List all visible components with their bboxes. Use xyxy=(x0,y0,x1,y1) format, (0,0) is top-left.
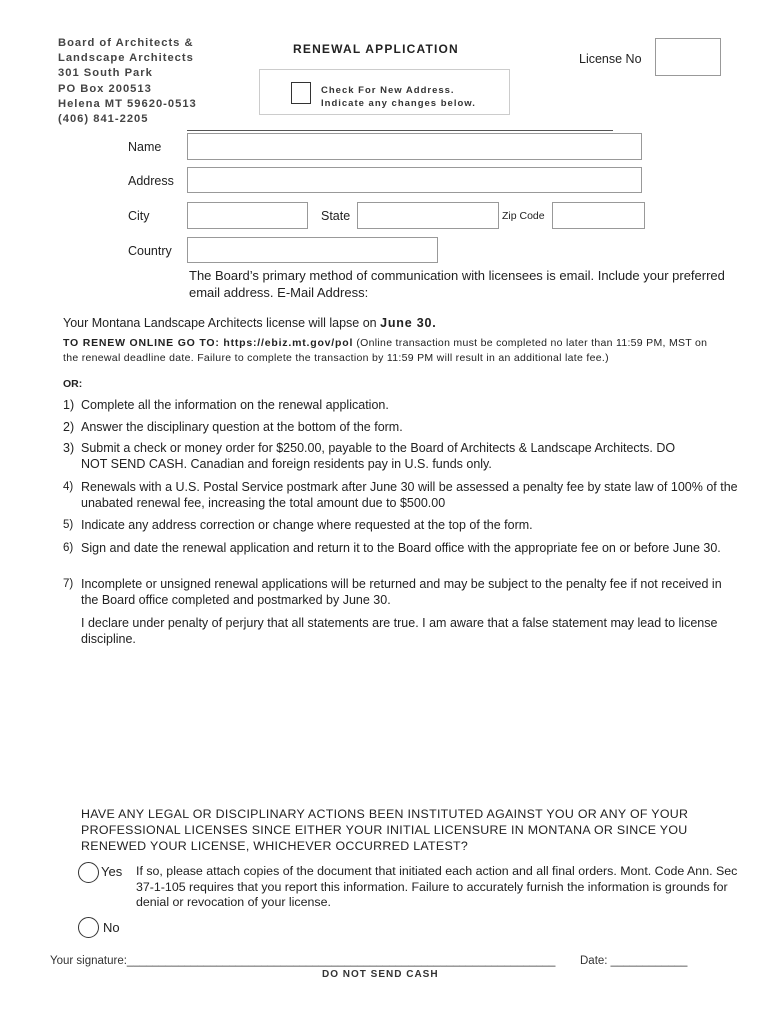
instruction-text: Complete all the information on the renewal application. xyxy=(81,398,389,412)
divider xyxy=(187,130,613,131)
state-field[interactable] xyxy=(357,202,499,229)
instruction-number: 4) xyxy=(63,481,74,493)
yes-label: Yes xyxy=(101,864,123,879)
city-field[interactable] xyxy=(187,202,308,229)
instruction-item xyxy=(63,540,743,574)
new-address-instructions xyxy=(321,84,476,110)
lapse-date: June 30. xyxy=(380,316,437,330)
new-address-checkbox[interactable] xyxy=(291,82,311,104)
license-no-label: License No xyxy=(579,52,642,66)
or-label: OR: xyxy=(63,378,83,390)
instruction-text: Submit a check or money order for $250.00, payable to the Board of Architects & Landscape Architects. DO NOT SEND CASH. Canadian and foreign residents pay in U.S. funds only. xyxy=(81,441,676,471)
instruction-item xyxy=(63,397,743,415)
instruction-item xyxy=(63,576,743,610)
phone-line: (406) 841-2205 xyxy=(58,113,149,126)
board-name-line2: Landscape Architects xyxy=(58,52,194,65)
yes-radio[interactable] xyxy=(78,862,99,883)
instruction-text: Sign and date the renewal application and return it to the Board office with the appropriate fee on or before June 30. xyxy=(81,541,721,555)
perjury-declaration: I declare under penalty of perjury that all statements are true. I am aware that a false statement may lead to license discipline. xyxy=(81,616,718,646)
signature-line[interactable]: Your signature:___________________________________________________________________ xyxy=(50,955,556,967)
instruction-number: 2) xyxy=(63,420,75,434)
instruction-number: 3) xyxy=(63,441,75,455)
address-field[interactable] xyxy=(187,167,642,193)
no-label: No xyxy=(103,920,120,935)
country-field[interactable] xyxy=(187,237,438,263)
yes-instructions: If so, please attach copies of the document that initiated each action and all final orders. Mont. Code Ann. Sec 37-1-105 requires that you report this information. Failure to accurately furnish the information is grounds for denial or revocation of your license. xyxy=(136,864,738,909)
zip-label: Zip Code xyxy=(502,210,545,222)
instruction-item xyxy=(63,419,743,437)
instruction-text: Renewals with a U.S. Postal Service postmark after June 30 will be assessed a penalty fee by state law of 100% of the unabated renewal fee, increasing the total amount due to $500.00 xyxy=(81,480,738,510)
name-label: Name xyxy=(128,140,162,154)
country-label: Country xyxy=(128,244,172,258)
license-no-field[interactable] xyxy=(655,38,721,76)
instruction-text: Answer the disciplinary question at the bottom of the form. xyxy=(81,420,403,434)
instruction-number: 6) xyxy=(63,542,74,554)
new-address-line1: Check For New Address. xyxy=(321,85,455,96)
date-line[interactable]: Date: ____________ xyxy=(580,955,688,967)
online-renewal-note xyxy=(63,336,723,366)
instruction-text: Indicate any address correction or change where requested at the top of the form. xyxy=(81,518,533,532)
legal-question: HAVE ANY LEGAL OR DISCIPLINARY ACTIONS BEEN INSTITUTED AGAINST YOU OR ANY OF YOUR PROFESSIONAL LICENSES SINCE EITHER YOUR INITIAL LICENSURE IN MONTANA OR SINCE YOU RENEWED YOUR LICENSE, WHICHEVER OCCURRED LATEST? xyxy=(81,807,689,853)
instruction-item xyxy=(63,479,743,513)
instruction-item xyxy=(63,440,743,474)
street-line: 301 South Park xyxy=(58,67,153,80)
instruction-number: 1) xyxy=(63,398,75,412)
instruction-number: 7) xyxy=(63,578,74,590)
lapse-notice xyxy=(63,316,437,330)
instruction-item xyxy=(63,517,743,535)
instruction-number: 5) xyxy=(63,519,74,531)
online-renewal-label: TO RENEW ONLINE GO TO: https://ebiz.mt.gov/pol xyxy=(63,337,354,349)
po-box-line: PO Box 200513 xyxy=(58,82,152,95)
no-radio[interactable] xyxy=(78,917,99,938)
lapse-text: Your Montana Landscape Architects license will lapse on xyxy=(63,316,381,330)
email-note: The Board’s primary method of communication with licensees is email. Include your preferred email address. E-Mail Address: xyxy=(189,268,725,300)
city-label: City xyxy=(128,209,150,223)
board-address xyxy=(58,36,197,127)
zip-field[interactable] xyxy=(552,202,645,229)
do-not-send-cash: DO NOT SEND CASH xyxy=(322,969,439,980)
online-renewal-text: (Online transaction must be completed no later than 11:59 PM, MST on the renewal deadline date. Failure to complete the transaction by 11:59 PM will result in an additional late fee.) xyxy=(63,337,708,364)
city-line: Helena MT 59620-0513 xyxy=(58,97,197,110)
form-title: RENEWAL APPLICATION xyxy=(293,42,459,56)
address-label: Address xyxy=(128,174,174,188)
instruction-text: Incomplete or unsigned renewal applications will be returned and may be subject to the penalty fee if not received in the Board office completed and postmarked by June 30. xyxy=(81,577,722,607)
name-field[interactable] xyxy=(187,133,642,160)
board-name-line1: Board of Architects & xyxy=(58,37,194,49)
new-address-line2: Indicate any changes below. xyxy=(321,98,476,109)
state-label: State xyxy=(321,209,351,223)
